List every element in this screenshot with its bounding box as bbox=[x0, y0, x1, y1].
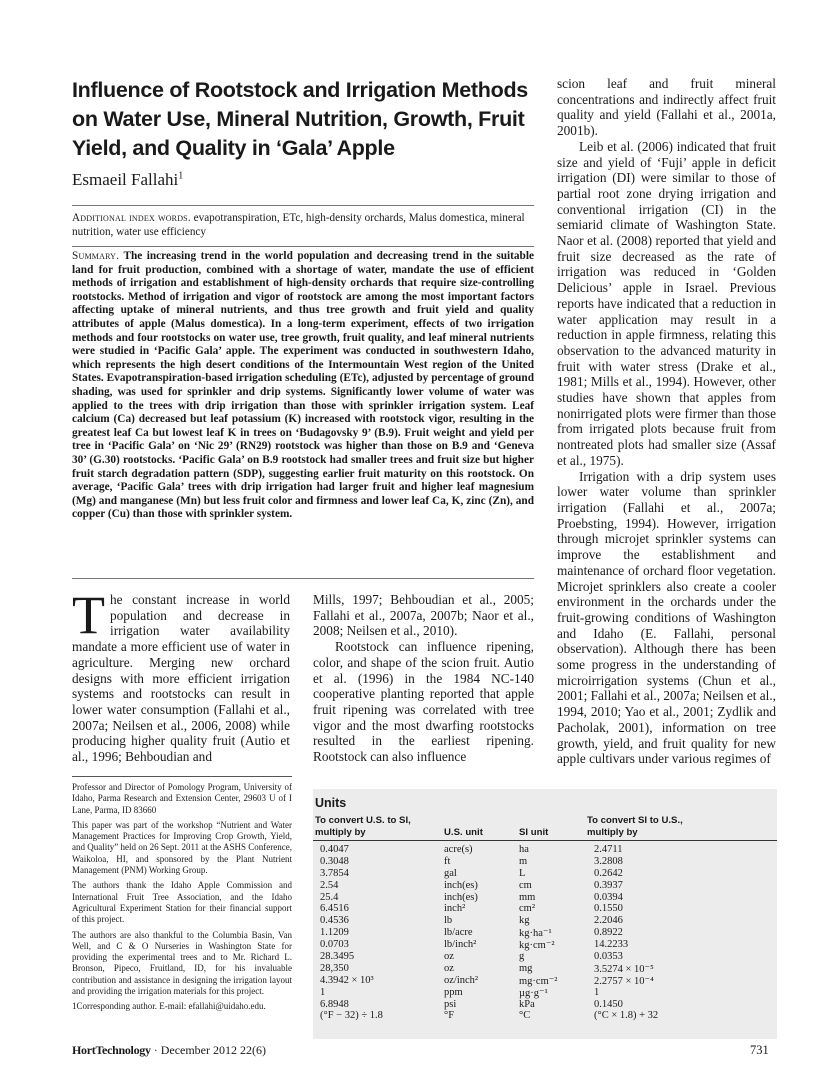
summary-top-rule bbox=[72, 246, 534, 247]
si-to-us-factor: 1 bbox=[594, 986, 600, 998]
si-unit: kg·ha⁻¹ bbox=[519, 928, 552, 940]
footnote: The authors are also thankful to the Columbia Basin, Van Well, and C & O Nurseries in Washington State for providing the experimental trees and to Mr. Richard L. Bronson, Pipeco, Fruitland, ID, for his invaluable contribution and assistance in designing the irrigation layout and providing the irrigation materials for this project. bbox=[72, 929, 292, 997]
si-unit: kg·cm⁻² bbox=[519, 940, 555, 952]
units-table-title: Units bbox=[315, 796, 347, 810]
us-to-si-factor: 0.4536 bbox=[320, 915, 349, 927]
si-to-us-factor: 3.5274 × 10⁻⁵ bbox=[594, 963, 654, 975]
units-table-row bbox=[313, 939, 777, 951]
si-to-us-factor: 0.1550 bbox=[594, 903, 623, 915]
body-column-2 bbox=[313, 592, 534, 765]
units-table-row bbox=[313, 987, 777, 999]
us-to-si-factor: 25.4 bbox=[320, 891, 339, 903]
summary-text: The increasing trend in the world population and decreasing trend in the suitable land for fruit production, combined with a shortage of water, mandate the use of efficient methods of irrigation and establishment of high-density orchards that require size-controlling rootstocks. Method of irrigation and vigor of rootstock are among the most important factors affecting uptake of mineral nutrients, and thus tree growth and fruit yield and quality attributes of apple (Malus domestica). In a long-term experiment, effects of two irrigation methods and four rootstocks on water use, tree growth, fruit quality, and leaf mineral nutrients were studied in ‘Pacific Gala’ apple. The experiment was conducted in southwestern Idaho, which represents the high desert conditions of the Intermountain West region of the United States. Evapotranspiration-based irrigation scheduling (ETc), adjusted by percentage of ground shading, was used for sprinkler and drip systems. Significantly lower volume of water was applied to the trees with drip irrigation than those with sprinkler irrigation system. Leaf calcium (Ca) decreased but leaf potassium (K) increased with rootstock vigor, resulting in the greatest leaf Ca but lowest leaf K in trees on ‘Budagovsky 9’ (B.9). Fruit weight and yield per tree in ‘Pacific Gala’ on ‘Nic 29’ (RN29) rootstock was higher than those on B.9 and ‘Geneva 30’ (G.30) rootstocks. ‘Pacific Gala’ on B.9 rootstock had smaller trees and fruit size but higher fruit starch degradation pattern (SDP), suggesting earlier fruit maturity on this rootstock. On average, ‘Pacific Gala’ trees with drip irrigation had larger fruit and higher leaf magnesium (Mg) and manganese (Mn) but less fruit color and firmness and lower leaf Ca, K, zinc (Zn), and copper (Cu) than those with sprinkler system. bbox=[72, 250, 534, 521]
us-to-si-factor: 0.0703 bbox=[320, 939, 349, 951]
index-words-label: Additional index words. bbox=[72, 212, 191, 224]
units-table-row bbox=[313, 951, 777, 963]
units-table-row bbox=[313, 927, 777, 939]
page-footer bbox=[72, 1043, 266, 1058]
footnote: This paper was part of the workshop “Nutrient and Water Management Practices for Improving Crop Growth, Yield, and Quality” held on 26 Sept. 2011 at the ASHS Conference, Waikoloa, HI, and sponsored by the Plant Nutrient Management (PNM) Working Group. bbox=[72, 819, 292, 876]
body-paragraph: Irrigation with a drip system uses lower water volume than sprinkler irrigation (Fallahi et al., 2007a; Proebsting, 1994). However, irrigation through microjet sprinkler systems can improve the establishment and maintenance of orchard floor vegetation. Microjet sprinklers also create a cooler environment in the orchards under the fruit-growing conditions of Washington and Idaho (E. Fallahi, personal observation). Although there has been some progress in the understanding of microirrigation systems (Chun et al., 2001; Fallahi et al., 2007a; Neilsen et al., 1994, 2010; Yao et al., 2001; Zydlik and Pacholak, 2001), information on tree growth, yield, and fruit quality for new apple cultivars under various regimes of bbox=[557, 468, 776, 767]
si-to-us-factor: 0.8922 bbox=[594, 927, 623, 939]
index-words-text: evapotranspiration, ETc, high-density orchards, Malus domestica, mineral nutrition, water use efficiency bbox=[72, 212, 525, 238]
us-unit: inch(es) bbox=[444, 879, 478, 891]
us-unit: lb/acre bbox=[444, 927, 473, 939]
summary-bottom-rule bbox=[72, 578, 534, 579]
us-to-si-factor: 6.4516 bbox=[320, 903, 349, 915]
si-unit: cm² bbox=[519, 903, 535, 915]
units-table-row bbox=[313, 892, 777, 904]
summary-label: Summary. bbox=[72, 250, 120, 262]
si-unit: µg·g⁻¹ bbox=[519, 987, 548, 999]
body-column-1 bbox=[72, 585, 290, 765]
body-paragraph: Rootstock can influence ripening, color, and shape of the scion fruit. Autio et al. (1996) in the 1984 NC-140 cooperative planting reported that apple fruit ripening was correlated with tree vigor and the most dwarfing rootstocks resulted in the earliest ripening. Rootstock can also influence bbox=[313, 639, 534, 765]
si-to-us-factor: 0.2642 bbox=[594, 867, 623, 879]
units-header-us-to-si: To convert U.S. to SI, multiply by bbox=[315, 815, 411, 838]
body-paragraph: scion leaf and fruit mineral concentrations and indirectly affect fruit quality and yield (Fallahi et al., 2001a, 2001b). bbox=[557, 76, 776, 139]
units-table-row bbox=[313, 868, 777, 880]
footnote: The authors thank the Idaho Apple Commission and International Fruit Tree Association, and the Idaho Agricultural Experiment Station for their financial support of this project. bbox=[72, 880, 292, 925]
units-table-row bbox=[313, 856, 777, 868]
body-column-3 bbox=[557, 76, 776, 767]
units-table-row bbox=[313, 1010, 777, 1022]
us-to-si-factor: 0.4047 bbox=[320, 844, 349, 855]
index-words bbox=[72, 212, 534, 239]
si-to-us-factor: (°C × 1.8) + 32 bbox=[594, 1010, 659, 1022]
drop-cap: T bbox=[72, 585, 105, 645]
si-to-us-factor: 0.0353 bbox=[594, 951, 623, 963]
us-to-si-factor: 3.7854 bbox=[320, 867, 349, 879]
si-unit: kg bbox=[519, 915, 530, 927]
si-unit: m bbox=[519, 855, 528, 867]
units-header-si-unit: SI unit bbox=[519, 827, 549, 838]
units-table-row bbox=[313, 844, 777, 856]
si-to-us-factor: 2.4711 bbox=[594, 844, 623, 855]
units-table-row bbox=[313, 963, 777, 975]
body-paragraph: Mills, 1997; Behboudian et al., 2005; Fallahi et al., 2007a, 2007b; Naor et al., 2008; Neilsen et al., 2010). bbox=[313, 592, 534, 639]
body-paragraph: Leib et al. (2006) indicated that fruit size and yield of ‘Fuji’ apple in deficit irrigation (DI) were similar to those of partial root zone drying irrigation and conventional irrigation (CI) in the semiarid climate of Washington State. Naor et al. (2008) reported that yield and fruit size decreased as the rate of irrigation was reduced in ‘Golden Delicious’ apple in Israel. Previous reports have indicated that a reduction in water application may result in a reduction in apple firmness, relating this observation to the advanced maturity in fruit with water stress (Drake et al., 1981; Mills et al., 1994). However, other studies have shown that apples from nonirrigated plots were firmer than those from irrigated plots because fruit from nontreated plots had smaller size (Assaf et al., 1975). bbox=[557, 138, 776, 468]
us-unit: oz bbox=[444, 951, 454, 963]
si-to-us-factor: 0.3937 bbox=[594, 879, 623, 891]
si-to-us-factor: 0.0394 bbox=[594, 891, 623, 903]
units-table-row bbox=[313, 915, 777, 927]
si-unit: mg·cm⁻² bbox=[519, 975, 558, 987]
us-unit: oz/inch² bbox=[444, 974, 479, 986]
si-unit: mm bbox=[519, 891, 536, 903]
us-unit: ft bbox=[444, 855, 451, 867]
units-header-si-to-us: To convert SI to U.S., multiply by bbox=[587, 815, 683, 838]
us-to-si-factor: 2.54 bbox=[320, 879, 339, 891]
units-table-row bbox=[313, 999, 777, 1011]
footnote-rule bbox=[72, 776, 292, 777]
si-to-us-factor: 3.2808 bbox=[594, 855, 623, 867]
us-to-si-factor: (°F − 32) ÷ 1.8 bbox=[320, 1010, 383, 1022]
us-unit: psi bbox=[444, 998, 457, 1010]
units-table-row bbox=[313, 880, 777, 892]
units-conversion-table bbox=[313, 789, 777, 1039]
footnote: Professor and Director of Pomology Program, University of Idaho, Parma Research and Extension Center, 29603 U of I Lane, Parma, ID 83660 bbox=[72, 782, 292, 815]
si-to-us-factor: 14.2233 bbox=[594, 939, 629, 951]
footnote: 1Corresponding author. E-mail: efallahi@uidaho.edu. bbox=[72, 1001, 266, 1012]
us-unit: oz bbox=[444, 962, 454, 974]
si-unit: L bbox=[519, 867, 526, 879]
si-unit: ha bbox=[519, 844, 529, 855]
us-to-si-factor: 28.3495 bbox=[320, 951, 355, 963]
si-unit: cm bbox=[519, 879, 532, 891]
si-unit: °C bbox=[519, 1010, 531, 1022]
us-to-si-factor: 6.8948 bbox=[320, 998, 349, 1010]
us-to-si-factor: 28,350 bbox=[320, 962, 349, 974]
si-to-us-factor: 0.1450 bbox=[594, 998, 623, 1010]
us-unit: lb bbox=[444, 915, 453, 927]
units-rows bbox=[313, 844, 777, 1022]
body-paragraph bbox=[72, 585, 290, 765]
us-to-si-factor: 0.3048 bbox=[320, 855, 349, 867]
si-unit: kPa bbox=[519, 998, 535, 1010]
us-unit: °F bbox=[444, 1010, 455, 1022]
units-table-row bbox=[313, 903, 777, 915]
article-title: Influence of Rootstock and Irrigation Methods on Water Use, Mineral Nutrition, Growth, Fruit Yield, and Quality in ‘Gala’ Apple bbox=[72, 78, 528, 160]
keywords-top-rule bbox=[72, 205, 534, 206]
author-footnote-marker: 1 bbox=[178, 170, 184, 182]
units-header-rule bbox=[313, 840, 777, 841]
si-unit: g bbox=[519, 951, 525, 963]
body-text: he constant increase in world population and decrease in irrigation water availability mandate a more efficient use of water in agriculture. Merging new orchard designs with more efficient irrigation systems and rootstocks can result in lower water consumption (Fallahi et al., 2007a; Neilsen et al., 2006, 2008) while producing higher quality fruit (Autio et al., 1996; Behboudian and bbox=[72, 592, 290, 765]
us-unit: acre(s) bbox=[444, 844, 473, 855]
us-to-si-factor: 1 bbox=[320, 986, 326, 998]
page-number: 731 bbox=[750, 1043, 769, 1057]
units-header-us-unit: U.S. unit bbox=[444, 827, 483, 838]
us-to-si-factor: 1.1209 bbox=[320, 927, 349, 939]
summary-abstract bbox=[72, 250, 534, 522]
us-unit: inch(es) bbox=[444, 891, 478, 903]
us-unit: inch² bbox=[444, 903, 466, 915]
us-unit: ppm bbox=[444, 986, 463, 998]
si-unit: mg bbox=[519, 962, 533, 974]
journal-issue: · December 2012 22(6) bbox=[150, 1043, 266, 1057]
footnotes bbox=[72, 782, 292, 1017]
us-unit: gal bbox=[444, 867, 457, 879]
us-to-si-factor: 4.3942 × 10³ bbox=[320, 974, 374, 986]
journal-logo: HortTechnology bbox=[72, 1043, 151, 1057]
units-table-row bbox=[313, 975, 777, 987]
si-to-us-factor: 2.2046 bbox=[594, 915, 623, 927]
author-name bbox=[72, 170, 183, 190]
author-text: Esmaeil Fallahi bbox=[72, 170, 179, 189]
us-unit: lb/inch² bbox=[444, 939, 477, 951]
si-to-us-factor: 2.2757 × 10⁻⁴ bbox=[594, 975, 654, 987]
